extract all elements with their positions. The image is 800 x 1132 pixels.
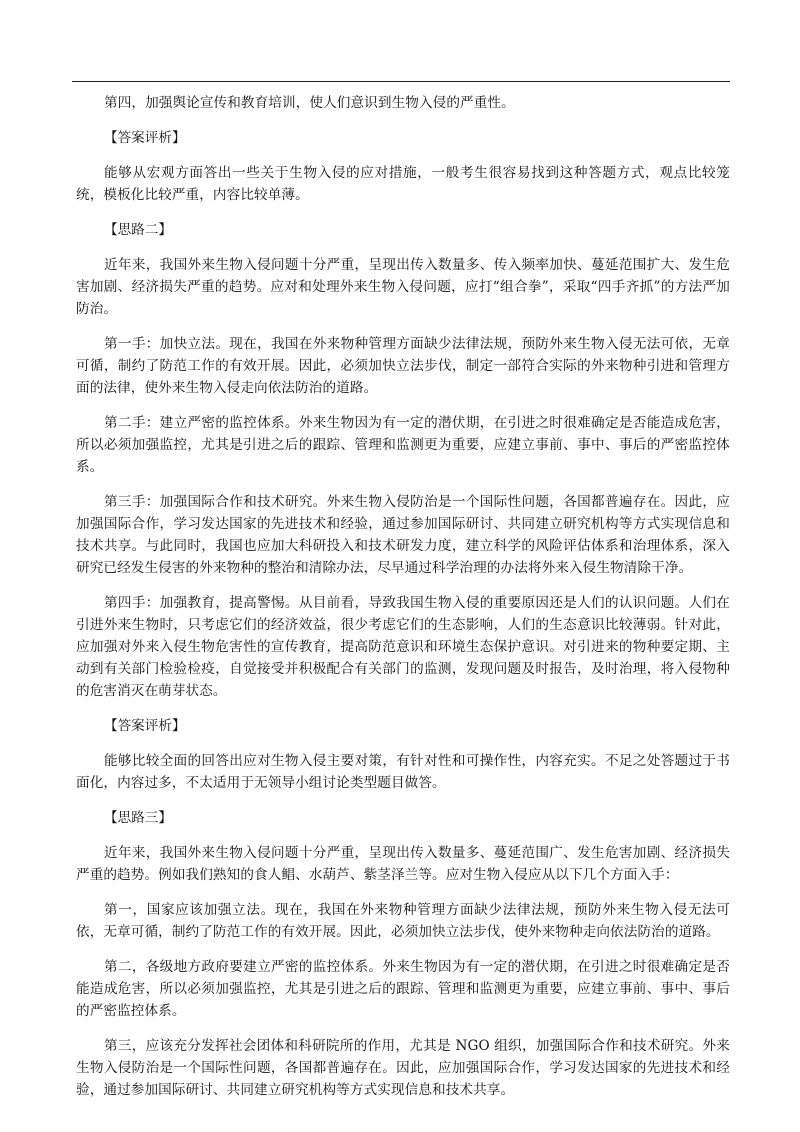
paragraph: 第二，各级地方政府要建立严密的监控体系。外来生物因为有一定的潜伏期，在引进之时很难确定是否能造成危害，所以必须加强监控，尤其是引进之后的跟踪、管理和监测更为重要，应建立事前、事中、事后的严密监控体系。 <box>76 959 730 1019</box>
section-heading: 【思路二】 <box>104 222 172 238</box>
paragraph: 能够比较全面的回答出应对生物入侵主要对策，有针对性和可操作性，内容充实。不足之处答题过于书面化，内容过多，不太适用于无领导小组讨论类型题目做答。 <box>76 753 730 791</box>
section-heading: 【答案评析】 <box>104 130 186 146</box>
paragraph: 第一，国家应该加强立法。现在，我国在外来物种管理方面缺少法律法规，预防外来生物入侵无法可依，无章可循，制约了防范工作的有效开展。因此，必须加快立法步伐，使外来物种走向依法防治的道路。 <box>76 902 730 940</box>
paragraph: 近年来，我国外来生物入侵问题十分严重，呈现出传入数量多、蔓延范围广、发生危害加剧、经济损失严重的趋势。例如我们熟知的食人鲳、水葫芦、紫茎泽兰等。应对生物入侵应从以下几个方面入手： <box>76 845 730 883</box>
section-heading: 【思路三】 <box>104 810 172 826</box>
section-heading: 【答案评析】 <box>104 718 186 734</box>
paragraph: 第二手：建立严密的监控体系。外来生物因为有一定的潜伏期，在引进之时很难确定是否能造成危害，所以必须加强监控，尤其是引进之后的跟踪、管理和监测更为重要，应建立事前、事中、事后的严密监控体系。 <box>76 415 730 475</box>
paragraph: 第一手：加快立法。现在，我国在外来物种管理方面缺少法律法规，预防外来生物入侵无法可依，无章可循，制约了防范工作的有效开展。因此，必须加快立法步伐，制定一部符合实际的外来物种引进和管理方面的法律，使外来生物入侵走向依法防治的道路。 <box>76 336 730 396</box>
header-rule <box>72 81 730 82</box>
paragraph: 第四，加强舆论宣传和教育培训，使人们意识到生物入侵的严重性。 <box>104 95 515 111</box>
document-body <box>76 92 730 1114</box>
paragraph: 近年来，我国外来生物入侵问题十分严重，呈现出传入数量多、传入频率加快、蔓延范围扩大、发生危害加剧、经济损失严重的趋势。应对和处理外来生物入侵问题，应打“组合拳”，采取“四手齐抓”的方法严加防治。 <box>76 257 730 317</box>
paragraph: 第三手：加强国际合作和技术研究。外来生物入侵防治是一个国际性问题，各国都普遍存在。因此，应加强国际合作，学习发达国家的先进技术和经验，通过参加国际研讨、共同建立研究机构等方式实现信息和技术共享。与此同时，我国也应加大科研投入和技术研发力度，建立科学的风险评估体系和治理体系，深入研究已经发生侵害的外来物种的整治和清除办法，尽早通过科学治理的办法将外来入侵生物清除干净。 <box>76 494 730 576</box>
paragraph: 第四手：加强教育，提高警惕。从目前看，导致我国生物入侵的重要原因还是人们的认识问题。人们在引进外来生物时，只考虑它们的经济效益，很少考虑它们的生态影响，人们的生态意识比较薄弱。针对此，应加强对外来入侵生物危害性的宣传教育，提高防范意识和环境生态保护意识。对引进来的物种要定期、主动到有关部门检验检疫，自觉接受并积极配合有关部门的监测，发现问题及时报告，及时治理，将入侵物种的危害消灭在萌芽状态。 <box>76 595 730 699</box>
paragraph: 能够从宏观方面答出一些关于生物入侵的应对措施，一般考生很容易找到这种答题方式，观点比较笼统，模板化比较严重，内容比较单薄。 <box>76 165 730 203</box>
paragraph: 第三，应该充分发挥社会团体和科研院所的作用，尤其是 NGO 组织，加强国际合作和技术研究。外来生物入侵防治是一个国际性问题，各国都普遍存在。因此，应加强国际合作，学习发达国家的先进技术和经验，通过参加国际研讨、共同建立研究机构等方式实现信息和技术共享。 <box>76 1038 730 1098</box>
